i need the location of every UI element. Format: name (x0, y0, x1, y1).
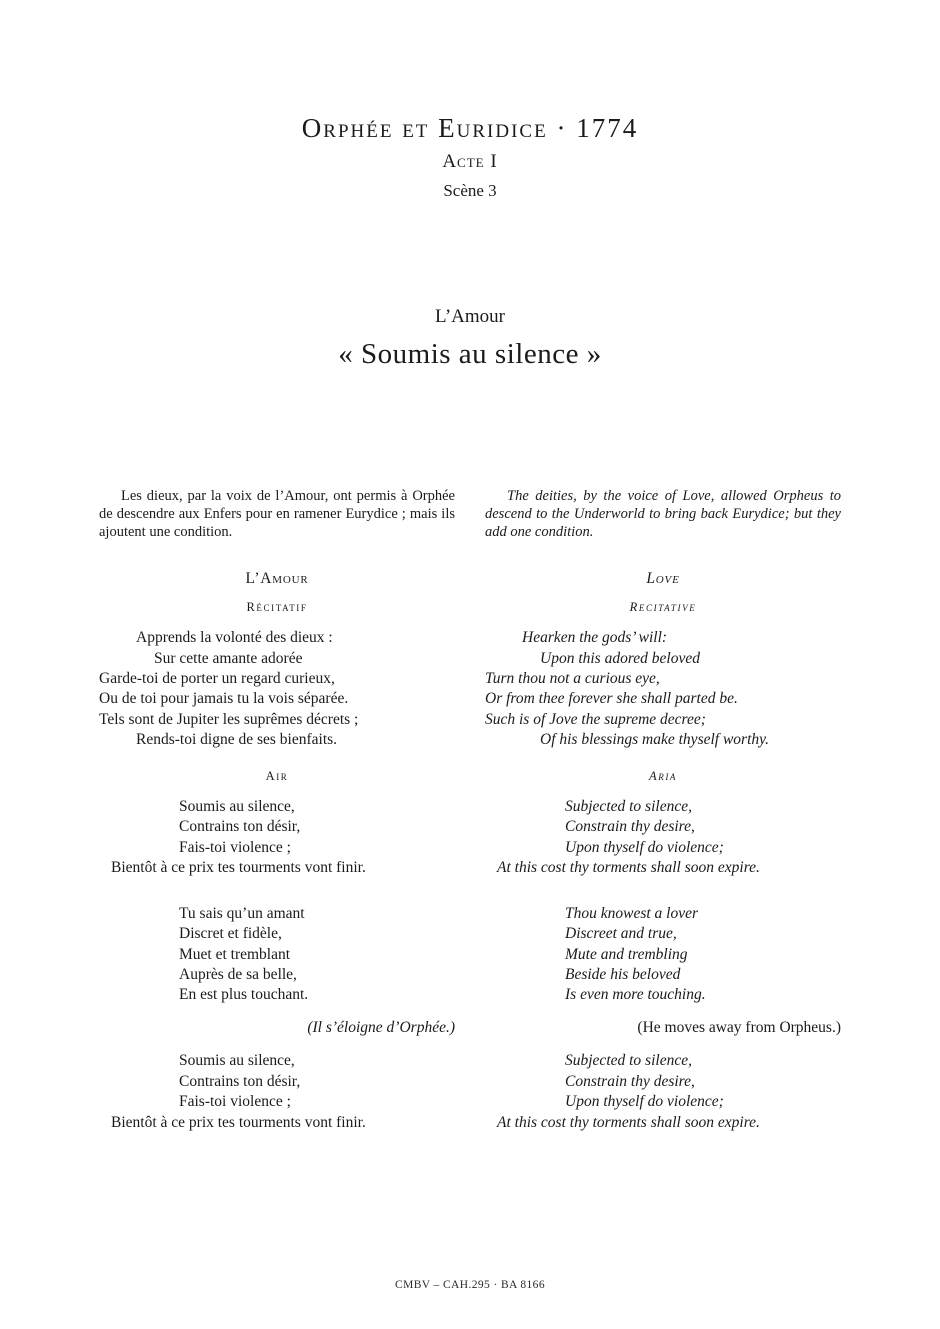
verse-line: Soumis au silence, (179, 1052, 295, 1070)
verse-line: Garde-toi de porter un regard curieux, (99, 669, 335, 687)
verse-line: Muet et tremblant (179, 945, 291, 963)
footer-reference: CMBV – CAH.295 · BA 8166 (395, 1279, 545, 1291)
air-label-french: Air (265, 768, 289, 783)
act-heading: Acte I (442, 151, 498, 173)
verse-line: Soumis au silence, (179, 797, 295, 815)
verse-line: Bientôt à ce prix tes tourments vont finir. (111, 859, 366, 877)
verse-line: Upon this adored beloved (540, 649, 700, 667)
verse-line: Sur cette amante adorée (154, 649, 303, 667)
verse-line: Such is of Jove the supreme decree; (485, 710, 706, 728)
verse-line: Contrains ton désir, (179, 818, 301, 836)
verse-line: At this cost thy torments shall soon expire. (497, 1113, 760, 1131)
recitative-verse-french (99, 628, 455, 751)
verse-line: Upon thyself do violence; (565, 1093, 724, 1111)
verse-line: Is even more touching. (565, 986, 706, 1004)
stage-direction-french: (Il s’éloigne d’Orphée.) (307, 1018, 455, 1036)
verse-line: Discret et fidèle, (179, 925, 282, 943)
aria-refrain-english (485, 797, 841, 879)
verse-line: Tu sais qu’un amant (179, 904, 305, 922)
scene-heading: Scène 3 (443, 181, 497, 201)
verse-line: Contrains ton désir, (179, 1072, 301, 1090)
piece-heading (0, 306, 940, 373)
verse-line: Subjected to silence, (565, 1052, 692, 1070)
verse-line: Rends-toi digne de ses bienfaits. (136, 731, 338, 749)
recitative-label-french: Récitatif (246, 600, 308, 615)
english-column (485, 488, 841, 1133)
verse-line: Constrain thy desire, (565, 818, 695, 836)
verse-line: Fais-toi violence ; (179, 1093, 291, 1111)
aria-refrain-reprise-french (99, 1051, 455, 1133)
speaker-heading-french: L’Amour (245, 570, 309, 588)
verse-line: Constrain thy desire, (565, 1072, 695, 1090)
aria-stanza2-french (99, 904, 455, 1006)
piece-character-name: L’Amour (434, 305, 506, 327)
aria-label-english: Aria (648, 768, 678, 783)
verse-line: Ou de toi pour jamais tu la vois séparée. (99, 690, 349, 708)
speaker-heading-english: Love (646, 570, 680, 588)
verse-line: Of his blessings make thyself worthy. (540, 731, 770, 749)
verse-line: Mute and trembling (565, 945, 688, 963)
bilingual-columns (99, 488, 841, 1133)
synopsis-french: Les dieux, par la voix de l’Amour, ont permis à Orphée de descendre aux Enfers pour en ramener Eurydice ; mais ils ajoutent une condition. (99, 488, 455, 541)
verse-line: Bientôt à ce prix tes tourments vont finir. (111, 1113, 366, 1131)
page-header (0, 0, 940, 202)
verse-line: En est plus touchant. (179, 986, 309, 1004)
verse-line: Turn thou not a curious eye, (485, 669, 660, 687)
verse-line: Thou knowest a lover (565, 904, 699, 922)
verse-line: Upon thyself do violence; (565, 838, 724, 856)
verse-line: At this cost thy torments shall soon expire. (497, 859, 760, 877)
verse-line: Fais-toi violence ; (179, 838, 291, 856)
verse-line: Auprès de sa belle, (179, 965, 297, 983)
verse-line: Apprends la volonté des dieux : (136, 629, 333, 647)
stage-direction-english: (He moves away from Orpheus.) (637, 1018, 841, 1036)
recitative-verse-english (485, 628, 841, 751)
verse-line: Tels sont de Jupiter les suprêmes décrets ; (99, 710, 359, 728)
aria-refrain-french (99, 797, 455, 879)
verse-line: Or from thee forever she shall parted be. (485, 690, 738, 708)
synopsis-english: The deities, by the voice of Love, allowed Orpheus to descend to the Underworld to bring back Eurydice; but they add one condition. (485, 488, 841, 541)
recitative-label-english: Recitative (629, 600, 697, 615)
opera-title: Orphée et Euridice · 1774 (301, 113, 639, 143)
aria-stanza2-english (485, 904, 841, 1006)
verse-line: Hearken the gods’ will: (522, 629, 668, 647)
piece-title: « Soumis au silence » (338, 338, 602, 371)
aria-refrain-reprise-english (485, 1051, 841, 1133)
verse-line: Beside his beloved (565, 965, 681, 983)
verse-line: Discreet and true, (565, 925, 677, 943)
verse-line: Subjected to silence, (565, 797, 692, 815)
french-column (99, 488, 455, 1133)
